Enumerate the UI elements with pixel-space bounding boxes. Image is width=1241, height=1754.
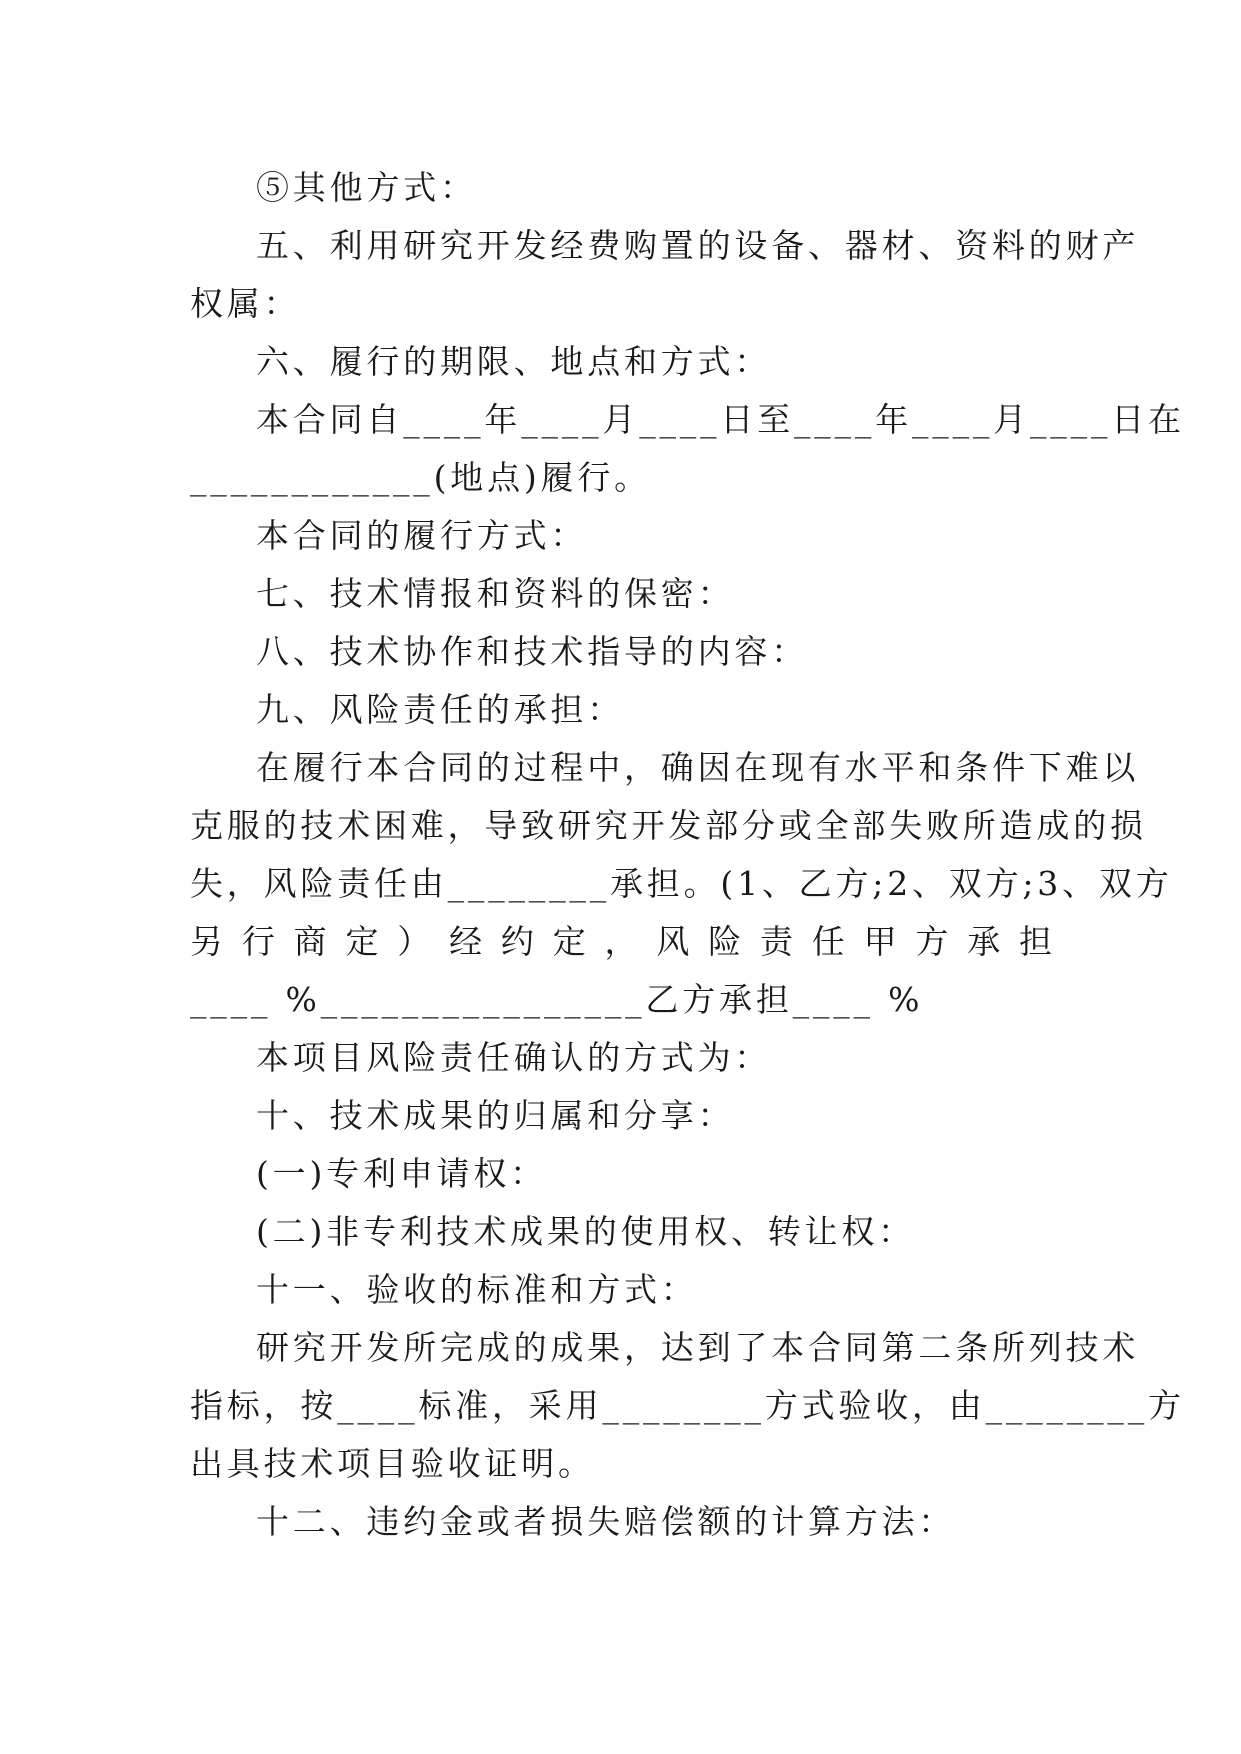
justified-char: ，	[604, 922, 638, 961]
justified-char: 商	[293, 922, 327, 961]
term-location-line: ____________(地点)履行。	[190, 458, 651, 497]
section-6-heading: 六、履行的期限、地点和方式：	[256, 342, 772, 381]
justified-char: 任	[811, 922, 845, 961]
justified-char: 行	[241, 922, 275, 961]
risk-paragraph-line-1: 在履行本合同的过程中，确因在现有水平和条件下难以	[256, 748, 1140, 787]
section-8-heading: 八、技术协作和技术指导的内容：	[256, 632, 808, 671]
risk-paragraph-line-2: 克服的技术困难，导致研究开发部分或全部失败所造成的损	[190, 806, 1147, 845]
section-9-heading: 九、风险责任的承担：	[256, 690, 624, 729]
non-patent-right-line: (二)非专利技术成果的使用权、转让权：	[256, 1212, 915, 1251]
section-12-heading: 十二、违约金或者损失赔偿额的计算方法：	[256, 1502, 956, 1541]
patent-right-line: (一)专利申请权：	[256, 1154, 547, 1193]
justified-char: ）	[397, 922, 431, 961]
justified-char: 担	[1019, 922, 1052, 961]
section-10-heading: 十、技术成果的归属和分享：	[256, 1096, 735, 1135]
risk-paragraph-line-3: 失，风险责任由________承担。(1、乙方;2、双方;3、双方	[190, 864, 1173, 903]
justified-char: 方	[915, 922, 949, 961]
justified-char: 约	[500, 922, 534, 961]
item-other-method: ⑤其他方式：	[256, 168, 477, 207]
section-7-heading: 七、技术情报和资料的保密：	[256, 574, 735, 613]
justified-char: 承	[967, 922, 1001, 961]
justified-char: 责	[759, 922, 793, 961]
acceptance-paragraph-line-1: 研究开发所完成的成果，达到了本合同第二条所列技术	[256, 1328, 1140, 1367]
acceptance-paragraph-line-3: 出具技术项目验收证明。	[190, 1444, 595, 1483]
justified-char: 定	[552, 922, 586, 961]
justified-char: 风	[656, 922, 690, 961]
acceptance-paragraph-line-2: 指标，按____标准，采用________方式验收，由________方	[190, 1386, 1185, 1425]
section-5-heading: 五、利用研究开发经费购置的设备、器材、资料的财产	[256, 226, 1140, 265]
justified-char: 甲	[863, 922, 897, 961]
justified-char: 经	[449, 922, 483, 961]
section-5-heading-cont: 权属：	[190, 284, 301, 323]
justified-char: 另	[190, 922, 223, 961]
justified-char: 险	[708, 922, 742, 961]
risk-confirmation-line: 本项目风险责任确认的方式为：	[256, 1038, 772, 1077]
risk-paragraph-line-4	[190, 922, 1052, 962]
risk-paragraph-line-5: ____ %________________乙方承担____ %	[190, 980, 924, 1019]
justified-char: 定	[345, 922, 379, 961]
term-dates-line: 本合同自____年____月____日至____年____月____日在	[256, 400, 1185, 439]
section-11-heading: 十一、验收的标准和方式：	[256, 1270, 698, 1309]
performance-method-line: 本合同的履行方式：	[256, 516, 588, 555]
